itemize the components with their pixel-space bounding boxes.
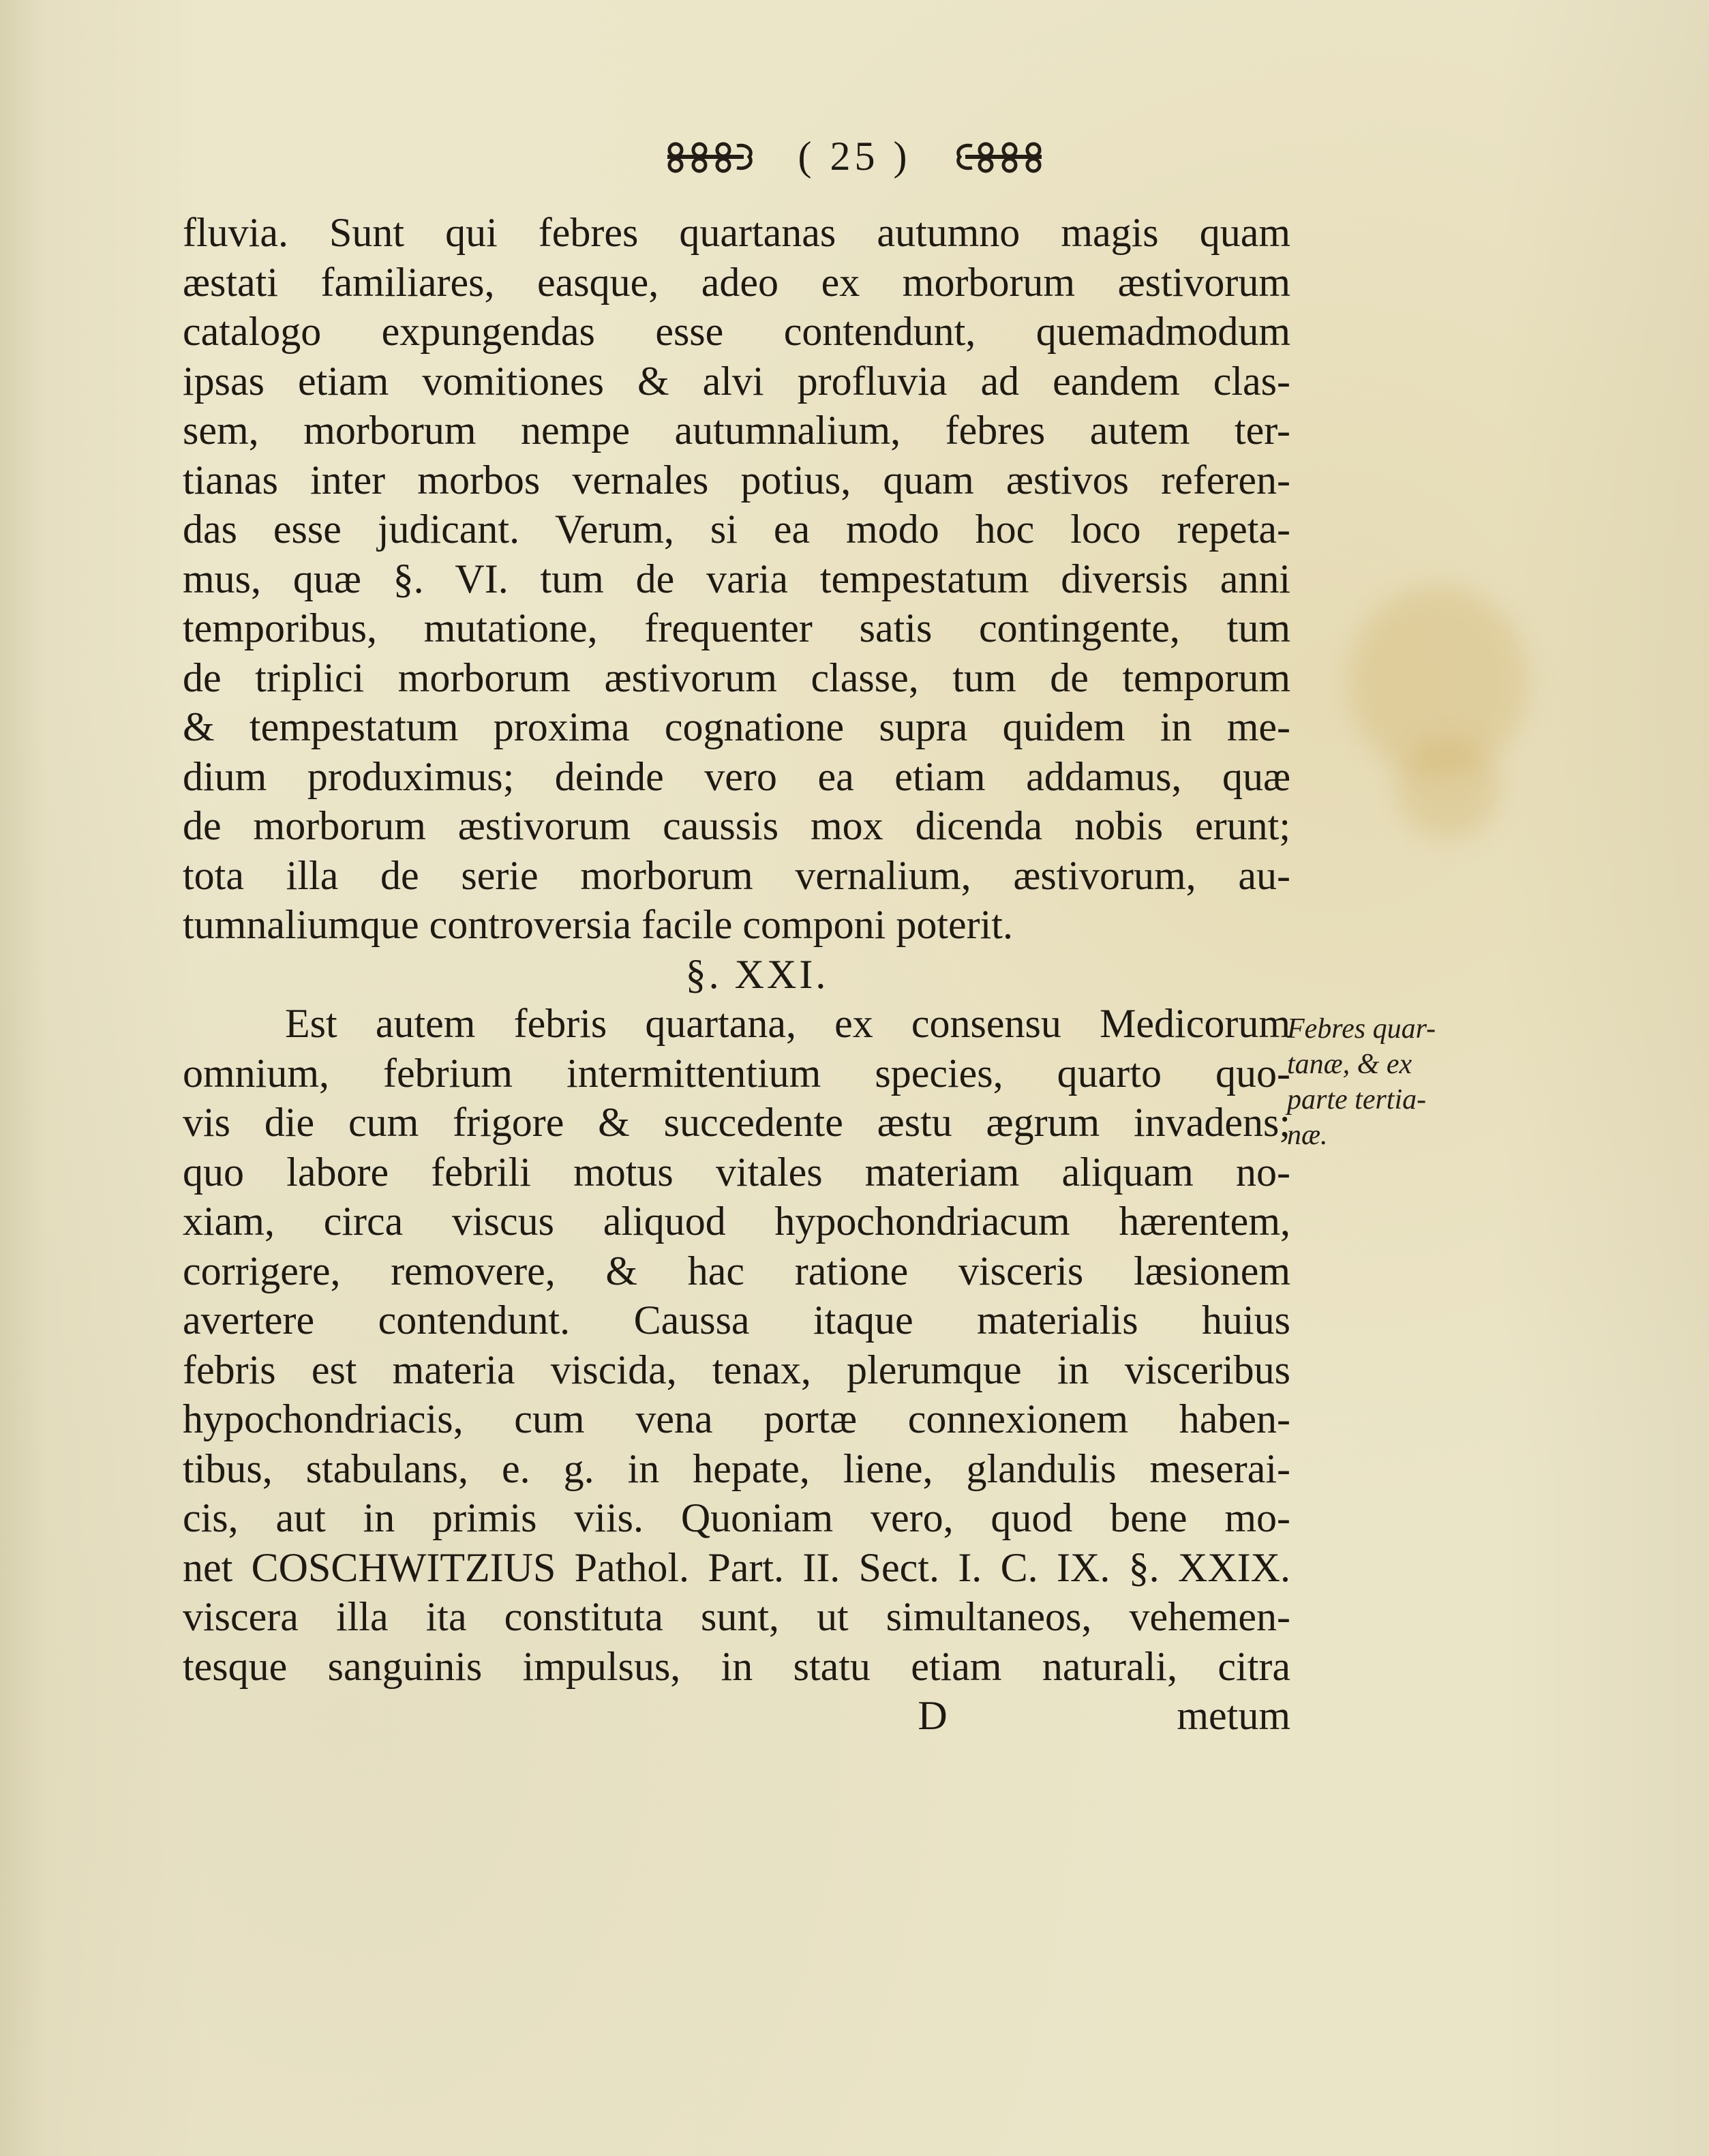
signature-mark: D [918,1693,948,1738]
text-line: dium produximus; deinde vero ea etiam addamus, quæ [183,753,1290,799]
body-text [183,208,1290,1741]
paragraph-1 [183,208,1290,950]
text-line: tibus, stabulans, e. g. in hepate, liene, glandulis meserai- [183,1446,1290,1491]
text-line: omnium, febrium intermittentium species, quarto quo- [183,1050,1290,1096]
text-line: vis die cum frigore & succedente æstu ægrum invadens; [183,1100,1290,1145]
marginal-note-line: parte tertia- [1287,1084,1427,1116]
text-line: febris est materia viscida, tenax, plerumque in visceribus [183,1347,1290,1392]
text-line: catalogo expungendas esse contendunt, quemadmodum [183,309,1290,354]
paragraph-2 [183,999,1290,1691]
text-line: corrigere, removere, & hac ratione visceris læsionem [183,1248,1290,1293]
text-line: das esse judicant. Verum, si ea modo hoc loco repeta- [183,507,1290,552]
text-line: mus, quæ §. VI. tum de varia tempestatum diversis anni [183,556,1290,601]
text-line: sem, morborum nempe autumnalium, febres autem ter- [183,408,1290,453]
paper-stain [1397,736,1500,839]
text-line: temporibus, mutatione, frequenter satis contingente, tum [183,605,1290,650]
marginal-note-line: næ. [1287,1120,1328,1151]
marginal-note-line: tanæ, & ex [1287,1049,1412,1080]
text-line: de triplici morborum æstivorum classe, tum de temporum [183,655,1290,700]
text-line: & tempestatum proxima cognatione supra quidem in me- [183,704,1290,749]
text-line: hypochondriacis, cum vena portæ connexionem haben- [183,1396,1290,1441]
text-line: æstati familiares, easque, adeo ex morborum æstivorum [183,259,1290,305]
catchword: metum [1177,1693,1290,1738]
text-line: viscera illa ita constituta sunt, ut simultaneos, vehemen- [183,1594,1290,1639]
text-line: xiam, circa viscus aliquod hypochondriacum hærentem, [183,1199,1290,1244]
marginal-note [1287,1011,1436,1153]
text-line: avertere contendunt. Caussa itaque materialis huius [183,1298,1290,1343]
page-header [0,133,1709,180]
section-heading: §. XXI. [685,951,829,997]
marginal-note-line: Febres quar- [1287,1013,1436,1045]
text-line: tota illa de serie morborum vernalium, æstivorum, au- [183,852,1290,898]
printer-ornament-left-icon [662,136,757,177]
text-line: Est autem febris quartana, ex consensu Medicorum [285,1001,1290,1046]
printer-ornament-right-icon [952,136,1047,177]
text-line: ipsas etiam vomitiones & alvi profluvia ad eandem clas- [183,358,1290,404]
text-line: tumnaliumque controversia facile componi poterit. [183,902,1013,947]
text-line: tianas inter morbos vernales potius, quam æstivos referen- [183,457,1290,503]
text-line: tesque sanguinis impulsus, in statu etiam naturali, citra [183,1643,1290,1689]
text-line: net COSCHWITZIUS Pathol. Part. II. Sect. I. C. IX. §. XXIX. [183,1544,1290,1590]
text-line: fluvia. Sunt qui febres quartanas autumno magis quam [183,210,1290,255]
footer-line [183,1691,1290,1741]
page-number: ( 25 ) [798,134,911,179]
text-line: de morborum æstivorum caussis mox dicenda nobis erunt; [183,803,1290,848]
text-line: quo labore febrili motus vitales materiam aliquam no- [183,1149,1290,1195]
text-line: cis, aut in primis viis. Quoniam vero, quod bene mo- [183,1495,1290,1540]
